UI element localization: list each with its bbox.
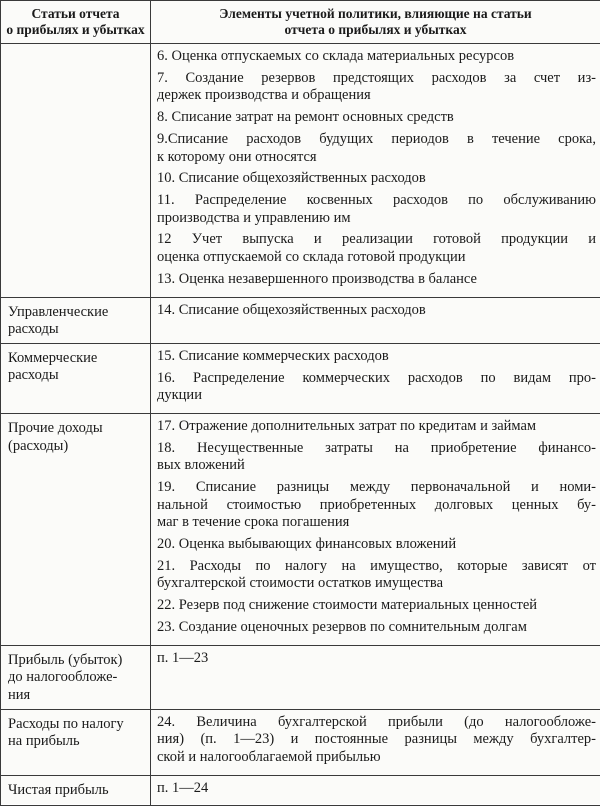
- policy-item: [157, 619, 596, 637]
- policy-item-line: производства и управлению им: [157, 210, 596, 228]
- policy-item-line: 23. Создание оценочных резервов по сомнительным долгам: [157, 619, 596, 637]
- policy-item: [157, 231, 596, 266]
- header-line: о прибылях и убытках: [5, 22, 146, 38]
- header-line: отчета о прибылях и убытках: [155, 22, 596, 38]
- policy-item-line: 9.Списание расходов будущих периодов в течение срока,: [157, 131, 596, 149]
- policy-items-cell: [151, 645, 600, 709]
- policy-item-line: 18. Несущественные затраты на приобретение финансо-: [157, 440, 596, 458]
- policy-item: [157, 597, 596, 615]
- table-row: [1, 44, 600, 298]
- policy-item-line: 12 Учет выпуска и реализации готовой продукции и: [157, 231, 596, 249]
- policy-items-cell: [151, 343, 600, 413]
- policy-item-line: 24. Величина бухгалтерской прибыли (до налогообложе-: [157, 714, 596, 732]
- row-label-line: до налогообложе-: [8, 669, 146, 687]
- policy-item: [157, 170, 596, 188]
- row-label-line: Прибыль (убыток): [8, 652, 146, 670]
- header-line: Статьи отчета: [5, 6, 146, 22]
- policy-item-line: нальной стоимостью приобретенных долговых ценных бу-: [157, 497, 596, 515]
- row-label-line: Чистая прибыль: [8, 782, 146, 800]
- policy-item: [157, 348, 596, 366]
- policy-item-line: ской и налогооблагаемой прибылью: [157, 749, 596, 767]
- policy-item: [157, 418, 596, 436]
- policy-item-line: 16. Распределение коммерческих расходов по видам про-: [157, 370, 596, 388]
- table-row: [1, 775, 600, 806]
- row-label-line: ния: [8, 687, 146, 705]
- policy-item-line: 7. Создание резервов предстоящих расходов за счет из-: [157, 70, 596, 88]
- row-label-line: (расходы): [8, 438, 146, 456]
- row-label-cell: [1, 343, 151, 413]
- policy-item-line: маг в течение срока погашения: [157, 514, 596, 532]
- policy-item-line: держек производства и обращения: [157, 87, 596, 105]
- policy-item-line: 21. Расходы по налогу на имущество, которые зависят от: [157, 558, 596, 576]
- row-label-line: Коммерческие: [8, 350, 146, 368]
- policy-item: [157, 271, 596, 289]
- policy-item-line: 22. Резерв под снижение стоимости материальных ценностей: [157, 597, 596, 615]
- policy-item: [157, 302, 596, 320]
- policy-items-cell: [151, 44, 600, 298]
- policy-item-line: ния) (п. 1—23) и постоянные разницы между бухгалтер-: [157, 731, 596, 749]
- table-row: [1, 709, 600, 775]
- policy-item: [157, 479, 596, 532]
- policy-item-line: бухгалтерской стоимости остатков имущества: [157, 575, 596, 593]
- policy-item-line: 14. Списание общехозяйственных расходов: [157, 302, 596, 320]
- policy-items-cell: [151, 413, 600, 645]
- policy-items-cell: [151, 297, 600, 343]
- row-label-line: Управленческие: [8, 304, 146, 322]
- header-line: Элементы учетной политики, влияющие на статьи: [155, 6, 596, 22]
- policy-items-cell: [151, 775, 600, 806]
- policy-items-cell: [151, 709, 600, 775]
- policy-item-line: 17. Отражение дополнительных затрат по кредитам и займам: [157, 418, 596, 436]
- policy-item: [157, 650, 596, 668]
- policy-item: [157, 48, 596, 66]
- row-label-line: на прибыль: [8, 733, 146, 751]
- policy-item-line: 13. Оценка незавершенного производства в балансе: [157, 271, 596, 289]
- policy-item: [157, 780, 596, 798]
- policy-item-line: оценка отпускаемой со склада готовой продукции: [157, 249, 596, 267]
- policy-item: [157, 536, 596, 554]
- policy-item: [157, 131, 596, 166]
- row-label-cell: [1, 413, 151, 645]
- policy-item: [157, 714, 596, 767]
- table-row: [1, 297, 600, 343]
- header-policy-elements: [151, 1, 600, 44]
- row-label-cell: [1, 775, 151, 806]
- row-label-line: Расходы по налогу: [8, 716, 146, 734]
- row-label-line: расходы: [8, 321, 146, 339]
- policy-item-line: 20. Оценка выбывающих финансовых вложений: [157, 536, 596, 554]
- row-label-cell: [1, 297, 151, 343]
- policy-item: [157, 370, 596, 405]
- row-label-cell: [1, 645, 151, 709]
- policy-item-line: п. 1—24: [157, 780, 596, 798]
- policy-item-line: вых вложений: [157, 457, 596, 475]
- row-label-cell: [1, 44, 151, 298]
- policy-item: [157, 558, 596, 593]
- row-label-cell: [1, 709, 151, 775]
- header-income-statement-items: [1, 1, 151, 44]
- policy-item-line: 8. Списание затрат на ремонт основных средств: [157, 109, 596, 127]
- policy-item-line: 10. Списание общехозяйственных расходов: [157, 170, 596, 188]
- policy-item-line: к которому они относятся: [157, 149, 596, 167]
- header-row: [1, 1, 600, 44]
- policy-item-line: п. 1—23: [157, 650, 596, 668]
- row-label-line: расходы: [8, 367, 146, 385]
- policy-item-line: дукции: [157, 387, 596, 405]
- policy-item: [157, 70, 596, 105]
- table-row: [1, 343, 600, 413]
- policy-item-line: 6. Оценка отпускаемых со склада материальных ресурсов: [157, 48, 596, 66]
- policy-item: [157, 440, 596, 475]
- table-row: [1, 645, 600, 709]
- policy-item: [157, 192, 596, 227]
- policy-item: [157, 109, 596, 127]
- policy-item-line: 19. Списание разницы между первоначальной и номи-: [157, 479, 596, 497]
- table-row: [1, 413, 600, 645]
- policy-item-line: 11. Распределение косвенных расходов по обслуживанию: [157, 192, 596, 210]
- policy-item-line: 15. Списание коммерческих расходов: [157, 348, 596, 366]
- row-label-line: Прочие доходы: [8, 420, 146, 438]
